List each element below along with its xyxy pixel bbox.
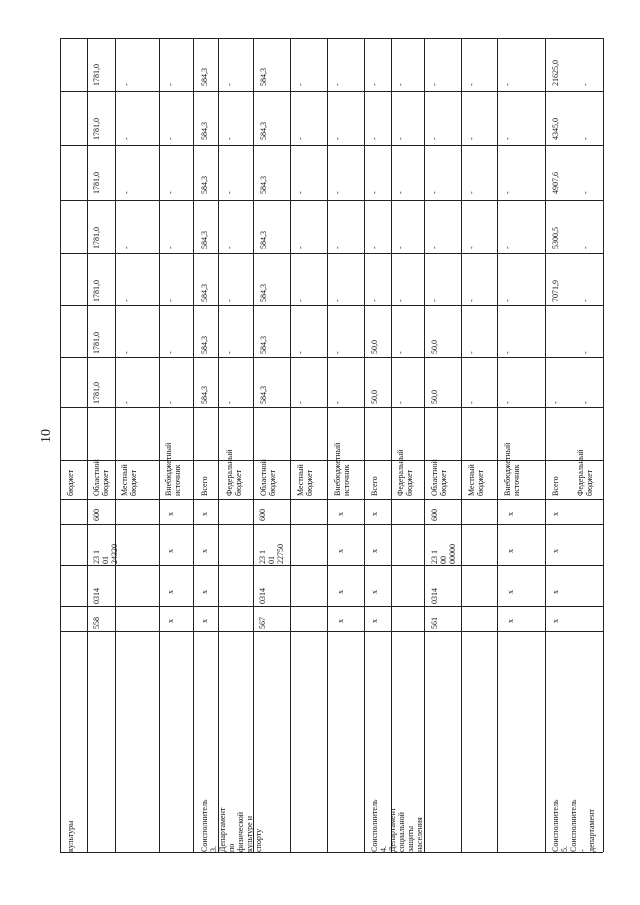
- value-cell-b3: 584,3: [200, 231, 209, 249]
- value-cell-b4: -: [396, 299, 405, 302]
- source-label-b5-1: Федеральный бюджет: [576, 449, 594, 496]
- value-cell-b3: -: [333, 191, 342, 194]
- value-cell-b5: 5300,5: [551, 227, 560, 249]
- value-cell-b3: -: [333, 299, 342, 302]
- value-cell-b3: -: [296, 246, 305, 249]
- x-mark-b3-all: x: [200, 512, 209, 516]
- grid-hline-12: [60, 606, 603, 607]
- value-cell-b4: 50,0: [430, 390, 439, 404]
- value-cell-top: 1781,0: [92, 172, 101, 194]
- source-label-b4-3: Местный бюджет: [467, 464, 485, 496]
- value-cell-b4: -: [467, 401, 476, 404]
- value-cell-b3: -: [333, 351, 342, 354]
- target-code-b4: 23 1 00 00000: [430, 544, 457, 564]
- x-mark-b4: x: [506, 549, 515, 553]
- value-cell-b4: -: [430, 191, 439, 194]
- value-cell-b4: -: [396, 137, 405, 140]
- value-cell-b4: -: [370, 137, 379, 140]
- source-label-b3-4: Внебюджетный источник: [333, 442, 351, 496]
- page-number: 10: [39, 429, 54, 443]
- value-cell-b3: -: [333, 246, 342, 249]
- source-label-top-0: бюджет: [66, 469, 75, 496]
- value-cell-b3: -: [333, 137, 342, 140]
- source-label-top-2: Местный бюджет: [120, 464, 138, 496]
- value-cell-b3: 584,3: [200, 122, 209, 140]
- grid-hline-1: [60, 91, 603, 92]
- value-cell-b4: -: [467, 83, 476, 86]
- source-label-b4-4: Внебюджетный источник: [503, 442, 521, 496]
- grbs-code-top: 558: [92, 617, 101, 629]
- grid-vline-13: [497, 38, 498, 852]
- grid-hline-7: [60, 407, 603, 408]
- value-cell-b4: -: [467, 191, 476, 194]
- grid-hline-11: [60, 565, 603, 566]
- value-cell-b3: -: [225, 351, 234, 354]
- description-cell-5: Соисполнитель 5. Соисполнитель - департамент: [551, 799, 596, 852]
- x-mark-b4-all: x: [370, 619, 379, 623]
- value-cell-top: -: [122, 246, 131, 249]
- value-cell-b5: -: [581, 351, 590, 354]
- value-cell-b5: -: [581, 191, 590, 194]
- value-cell-b4: -: [503, 191, 512, 194]
- source-label-top-1: Областной бюджет: [92, 459, 110, 496]
- x-mark-b5-all: x: [551, 549, 560, 553]
- value-cell-top: 1781,0: [92, 118, 101, 140]
- value-cell-b5: -: [581, 299, 590, 302]
- expense-code-b3: 600: [258, 509, 267, 521]
- value-cell-b4: -: [370, 191, 379, 194]
- value-cell-b5: 4907,6: [551, 172, 560, 194]
- grid-hline-8: [60, 460, 603, 461]
- target-code-top: 23 1 01 24320: [92, 544, 119, 564]
- value-cell-top: 1781,0: [92, 64, 101, 86]
- grid-hline-3: [60, 200, 603, 201]
- value-cell-b3: -: [333, 83, 342, 86]
- x-mark-b5-all: x: [551, 512, 560, 516]
- value-cell-top: -: [122, 299, 131, 302]
- description-cell-top: культуры: [66, 820, 75, 852]
- value-cell-b3: 584,3: [259, 68, 268, 86]
- value-cell-b4: -: [396, 246, 405, 249]
- value-cell-b4: -: [396, 351, 405, 354]
- grid-hline-6: [60, 357, 603, 358]
- grid-hline-14: [60, 852, 603, 853]
- value-cell-b3: 584,3: [200, 386, 209, 404]
- x-mark-b4-all: x: [370, 549, 379, 553]
- value-cell-top: 1781,0: [92, 332, 101, 354]
- grid-hline-10: [60, 524, 603, 525]
- description-cell-4: Соисполнитель 4. Департамент социальной защиты населения: [370, 799, 424, 852]
- value-cell-b5: -: [581, 401, 590, 404]
- value-cell-b3: 584,3: [259, 386, 268, 404]
- value-cell-b3: -: [225, 191, 234, 194]
- value-cell-b4: -: [396, 191, 405, 194]
- x-mark-top: x: [166, 512, 175, 516]
- value-cell-top: -: [166, 137, 175, 140]
- x-mark-b3-all: x: [200, 619, 209, 623]
- value-cell-b3: -: [296, 401, 305, 404]
- value-cell-b3: -: [296, 191, 305, 194]
- x-mark-top: x: [166, 549, 175, 553]
- source-label-b4-2: Областной бюджет: [430, 459, 448, 496]
- source-label-b3-0: Всего: [200, 476, 209, 496]
- value-cell-b4: -: [503, 299, 512, 302]
- value-cell-b4: -: [503, 83, 512, 86]
- value-cell-top: -: [122, 137, 131, 140]
- value-cell-top: 1781,0: [92, 280, 101, 302]
- grid-vline-4: [193, 38, 194, 852]
- grid-hline-4: [60, 253, 603, 254]
- value-cell-b3: -: [333, 401, 342, 404]
- x-mark-b4-all: x: [370, 512, 379, 516]
- expense-code-top: 600: [92, 509, 101, 521]
- section-code-top: 0314: [92, 588, 101, 604]
- value-cell-b3: 584,3: [259, 284, 268, 302]
- value-cell-b4: -: [503, 351, 512, 354]
- x-mark-b3-all: x: [200, 590, 209, 594]
- value-cell-b3: 584,3: [259, 176, 268, 194]
- value-cell-b4: -: [467, 246, 476, 249]
- value-cell-b3: 584,3: [259, 336, 268, 354]
- value-cell-top: -: [166, 191, 175, 194]
- source-label-b4-1: Федеральный бюджет: [396, 449, 414, 496]
- grbs-code-b4: 561: [430, 617, 439, 629]
- value-cell-top: -: [166, 246, 175, 249]
- value-cell-b4: -: [430, 299, 439, 302]
- value-cell-b5: 21625,0: [551, 60, 560, 86]
- target-code-b3: 23 1 01 22750: [258, 544, 285, 564]
- value-cell-b5: -: [581, 83, 590, 86]
- value-cell-top: -: [122, 351, 131, 354]
- grid-hline-0: [60, 38, 603, 39]
- grid-vline-11: [424, 38, 425, 852]
- x-mark-b5-all: x: [551, 619, 560, 623]
- grid-vline-3: [159, 38, 160, 852]
- value-cell-b4: -: [370, 246, 379, 249]
- grid-vline-7: [290, 38, 291, 852]
- value-cell-top: -: [166, 351, 175, 354]
- expense-code-b4: 600: [430, 509, 439, 521]
- value-cell-top: -: [166, 83, 175, 86]
- value-cell-b4: -: [503, 246, 512, 249]
- x-mark-top: x: [166, 590, 175, 594]
- value-cell-b3: -: [225, 83, 234, 86]
- x-mark-b3-all: x: [200, 549, 209, 553]
- value-cell-b4: -: [430, 83, 439, 86]
- value-cell-b4: -: [503, 137, 512, 140]
- source-label-b3-3: Местный бюджет: [296, 464, 314, 496]
- x-mark-top: x: [166, 619, 175, 623]
- x-mark-b3: x: [336, 619, 345, 623]
- value-cell-b3: -: [225, 299, 234, 302]
- value-cell-b3: -: [296, 137, 305, 140]
- value-cell-b3: -: [296, 83, 305, 86]
- value-cell-b5: -: [551, 401, 560, 404]
- value-cell-b4: -: [430, 137, 439, 140]
- grid-hline-5: [60, 305, 603, 306]
- source-label-b3-2: Областной бюджет: [259, 459, 277, 496]
- section-code-b3: 0314: [258, 588, 267, 604]
- x-mark-b4: x: [506, 512, 515, 516]
- value-cell-top: -: [122, 191, 131, 194]
- value-cell-b4: 50,0: [370, 390, 379, 404]
- source-label-top-3: Внебюджетный источник: [164, 442, 182, 496]
- x-mark-b4: x: [506, 619, 515, 623]
- value-cell-b4: -: [396, 401, 405, 404]
- value-cell-b4: -: [430, 246, 439, 249]
- value-cell-b3: -: [225, 137, 234, 140]
- x-mark-b3: x: [336, 590, 345, 594]
- value-cell-b5: -: [581, 137, 590, 140]
- grbs-code-b3: 567: [258, 617, 267, 629]
- value-cell-b4: -: [467, 137, 476, 140]
- value-cell-b4: 50,0: [430, 340, 439, 354]
- grid-vline-1: [87, 38, 88, 852]
- value-cell-b3: 584,3: [259, 231, 268, 249]
- grid-hline-9: [60, 499, 603, 500]
- value-cell-b3: -: [296, 351, 305, 354]
- value-cell-b4: -: [396, 83, 405, 86]
- value-cell-top: -: [122, 83, 131, 86]
- value-cell-top: -: [166, 401, 175, 404]
- value-cell-b5: 7071,9: [551, 280, 560, 302]
- value-cell-b3: -: [296, 299, 305, 302]
- value-cell-b4: -: [467, 299, 476, 302]
- grid-vline-10: [391, 38, 392, 852]
- value-cell-b3: 584,3: [200, 176, 209, 194]
- grid-vline-9: [364, 38, 365, 852]
- grid-vline-6: [253, 38, 254, 852]
- grid-vline-8: [327, 38, 328, 852]
- grid-hline-2: [60, 145, 603, 146]
- value-cell-b4: -: [370, 83, 379, 86]
- description-cell-3: Соисполнитель 3. Департамент по физической культуре и спорту: [200, 799, 263, 852]
- value-cell-top: -: [122, 401, 131, 404]
- source-label-b4-0: Всего: [370, 476, 379, 496]
- x-mark-b4: x: [506, 590, 515, 594]
- value-cell-top: -: [166, 299, 175, 302]
- value-cell-b3: -: [225, 401, 234, 404]
- value-cell-b3: 584,3: [200, 68, 209, 86]
- value-cell-b4: -: [370, 299, 379, 302]
- value-cell-top: 1781,0: [92, 382, 101, 404]
- grid-vline-15: [603, 38, 604, 852]
- value-cell-b3: 584,3: [200, 336, 209, 354]
- value-cell-b3: 584,3: [259, 122, 268, 140]
- value-cell-top: 1781,0: [92, 227, 101, 249]
- grid-vline-5: [218, 38, 219, 852]
- x-mark-b4-all: x: [370, 590, 379, 594]
- value-cell-b4: -: [467, 351, 476, 354]
- x-mark-b3: x: [336, 512, 345, 516]
- source-label-b3-1: Федеральный бюджет: [225, 449, 243, 496]
- grid-vline-12: [461, 38, 462, 852]
- value-cell-b4: 50,0: [370, 340, 379, 354]
- source-label-b5-0: Всего: [551, 476, 560, 496]
- section-code-b4: 0314: [430, 588, 439, 604]
- x-mark-b5-all: x: [551, 590, 560, 594]
- x-mark-b3: x: [336, 549, 345, 553]
- grid-vline-14: [545, 38, 546, 852]
- value-cell-b3: -: [225, 246, 234, 249]
- grid-vline-0: [60, 38, 61, 852]
- value-cell-b4: -: [503, 401, 512, 404]
- value-cell-b3: 584,3: [200, 284, 209, 302]
- grid-vline-2: [115, 38, 116, 852]
- value-cell-b5: 4345,0: [551, 118, 560, 140]
- value-cell-b5: -: [581, 246, 590, 249]
- grid-hline-13: [60, 631, 603, 632]
